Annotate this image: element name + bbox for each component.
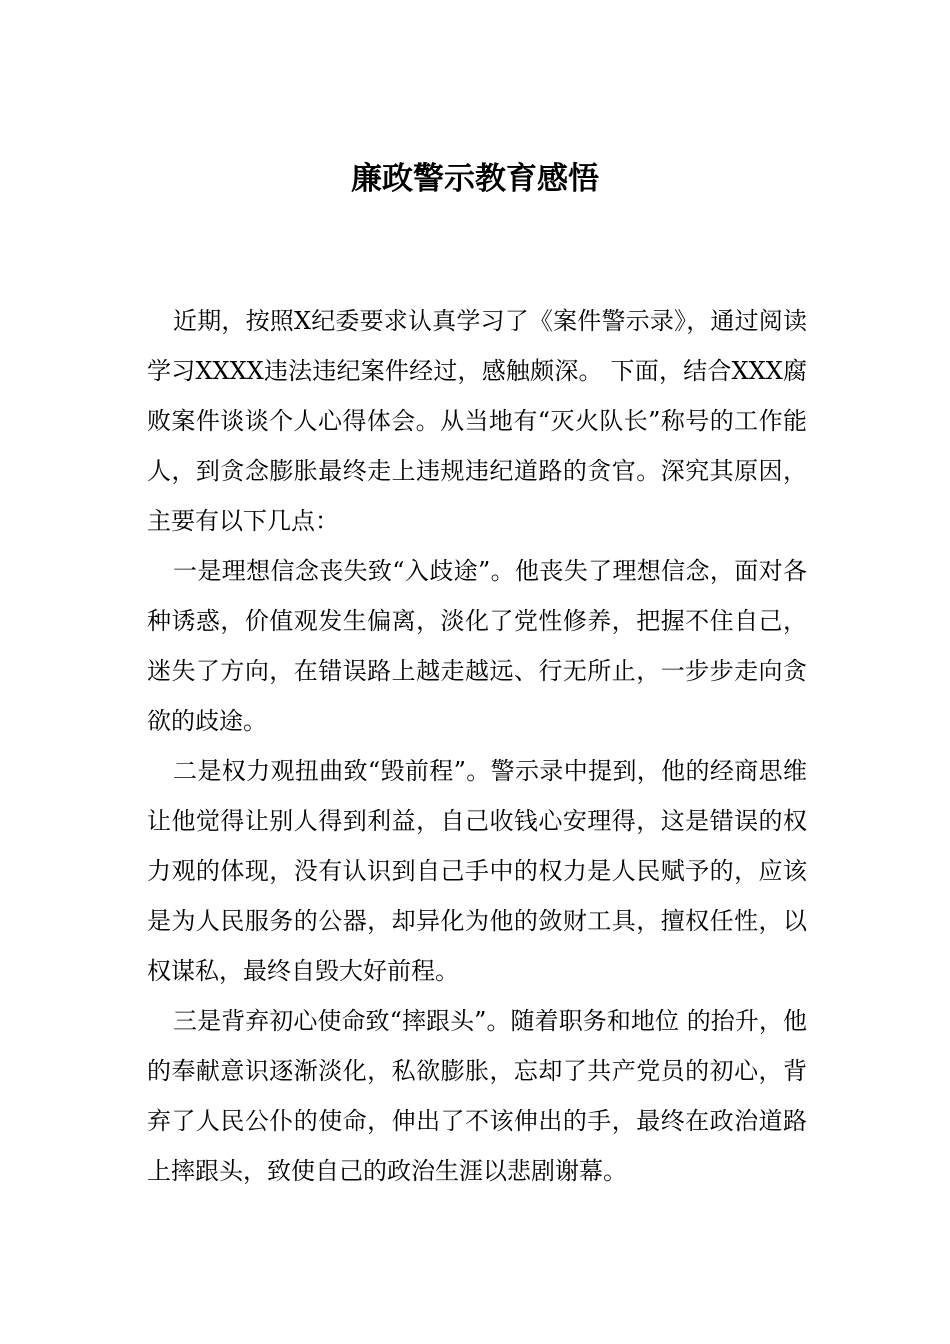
paragraph-point-three: 三是背弃初心使命致“摔跟头”。随着职务和地位 的抬升，他的奉献意识逐渐淡化，私欲膨胀，忘却了共产党员的初心，背弃了人民公仆的使命，伸出了不该伸出的手，最终在政治道路上摔跟头，致使自己的政治生涯以悲剧谢幕。	[147, 1007, 807, 1185]
document-title: 廉政警示教育感悟	[351, 161, 599, 197]
paragraph-point-two: 二是权力观扭曲致“毁前程”。警示录中提到，他的经商思维让他觉得让别人得到利益，自己收钱心安理得，这是错误的权力观的体现，没有认识到自己手中的权力是人民赋予的，应该是为人民服务的公器，却异化为他的敛财工具，擅权任性，以权谋私，最终自毁大好前程。	[147, 757, 807, 985]
paragraph-point-one: 一是理想信念丧失致“入歧途”。他丧失了理想信念，面对各种诱惑，价值观发生偏离，淡化了党性修养，把握不住自己，迷失了方向，在错误路上越走越远、行无所止，一步步走向贪欲的歧途。	[147, 557, 807, 735]
document-body	[147, 296, 807, 1196]
paragraph-intro: 近期，按照X纪委要求认真学习了《案件警示录》，通过阅读学习XXXX违法违纪案件经过，感触颇深。 下面，结合XXX腐败案件谈谈个人心得体会。从当地有“灭火队长”称号的工作能人，到贪念膨胀最终走上违规违纪道路的贪官。深究其原因，主要有以下几点：	[147, 307, 807, 535]
